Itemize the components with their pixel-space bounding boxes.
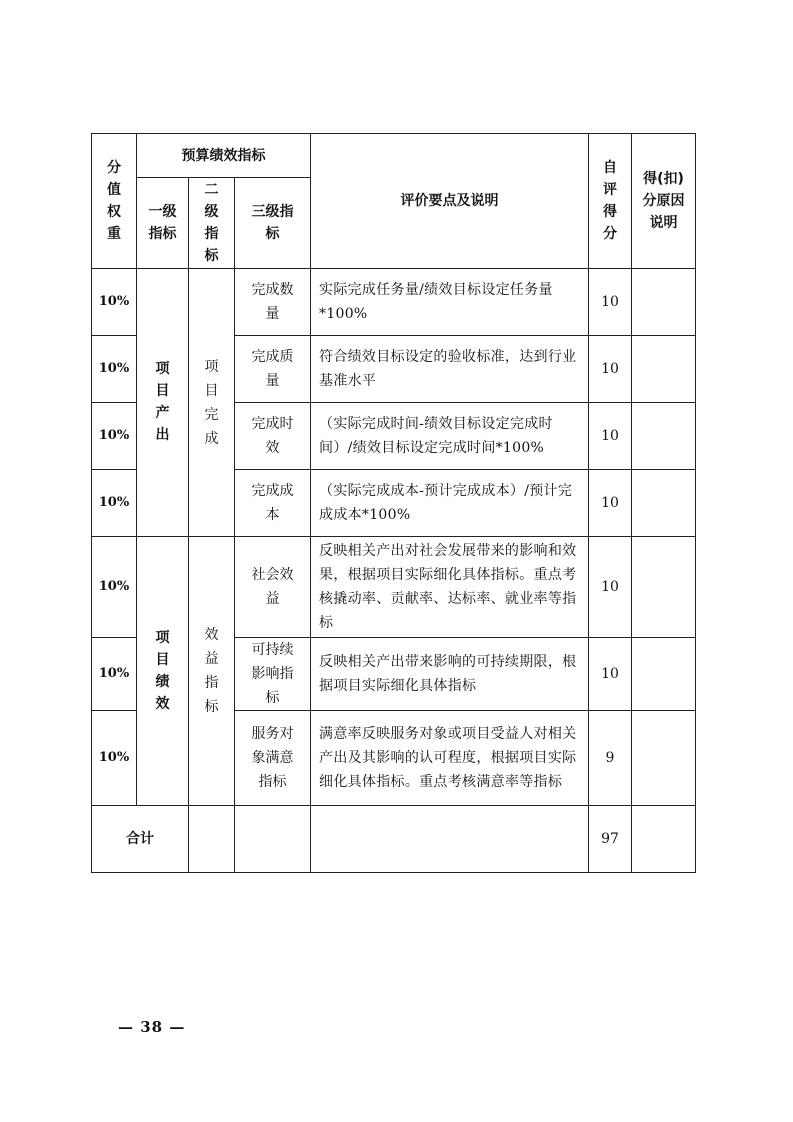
reason-cell xyxy=(632,470,696,537)
level3-cell: 完成时效 xyxy=(235,403,311,470)
total-score: 97 xyxy=(589,806,632,873)
reason-cell xyxy=(632,403,696,470)
description-cell: 满意率反映服务对象或项目受益人对相关产出及其影响的认可程度，根据项目实际细化具体指标。重点考核满意率等指标 xyxy=(311,711,589,806)
description-cell: 反映相关产出带来影响的可持续期限，根据项目实际细化具体指标 xyxy=(311,638,589,711)
total-row xyxy=(92,806,696,873)
reason-cell xyxy=(632,537,696,638)
description-cell: 实际完成任务量/绩效目标设定任务量*100% xyxy=(311,269,589,336)
header-level3: 三级指标 xyxy=(235,178,311,269)
weight-cell: 10% xyxy=(92,711,137,806)
weight-cell: 10% xyxy=(92,537,137,638)
weight-cell: 10% xyxy=(92,336,137,403)
reason-cell xyxy=(632,711,696,806)
header-self-score: 自评得分 xyxy=(589,134,632,269)
weight-cell: 10% xyxy=(92,638,137,711)
header-level2: 二级指标 xyxy=(189,178,235,269)
page-number: — 38 — xyxy=(118,1018,186,1036)
level3-cell: 服务对象满意指标 xyxy=(235,711,311,806)
reason-cell xyxy=(632,269,696,336)
weight-cell: 10% xyxy=(92,470,137,537)
level3-cell: 完成数量 xyxy=(235,269,311,336)
score-cell: 9 xyxy=(589,711,632,806)
score-cell: 10 xyxy=(589,403,632,470)
description-cell: （实际完成成本-预计完成成本）/预计完成成本*100% xyxy=(311,470,589,537)
header-description: 评价要点及说明 xyxy=(311,134,589,269)
score-cell: 10 xyxy=(589,537,632,638)
reason-cell xyxy=(632,336,696,403)
header-reason: 得(扣)分原因说明 xyxy=(632,134,696,269)
level1-cell-performance: 项目绩效 xyxy=(137,537,189,806)
level3-cell: 可持续影响指标 xyxy=(235,638,311,711)
header-weight: 分值权重 xyxy=(92,134,137,269)
table-row xyxy=(92,537,696,638)
description-cell: 符合绩效目标设定的验收标准，达到行业基准水平 xyxy=(311,336,589,403)
header-level1: 一级指标 xyxy=(137,178,189,269)
level3-cell: 完成成本 xyxy=(235,470,311,537)
header-indicator-group: 预算绩效指标 xyxy=(137,134,311,178)
reason-cell xyxy=(632,638,696,711)
empty-cell xyxy=(632,806,696,873)
score-cell: 10 xyxy=(589,336,632,403)
empty-cell xyxy=(189,806,235,873)
empty-cell xyxy=(235,806,311,873)
weight-cell: 10% xyxy=(92,269,137,336)
level2-cell-completion: 项目完成 xyxy=(189,269,235,537)
performance-table xyxy=(91,133,696,873)
description-cell: （实际完成时间-绩效目标设定完成时间）/绩效目标设定完成时间*100% xyxy=(311,403,589,470)
description-cell: 反映相关产出对社会发展带来的影响和效果，根据项目实际细化具体指标。重点考核撬动率、贡献率、达标率、就业率等指标 xyxy=(311,537,589,638)
score-cell: 10 xyxy=(589,638,632,711)
score-cell: 10 xyxy=(589,470,632,537)
score-cell: 10 xyxy=(589,269,632,336)
empty-cell xyxy=(311,806,589,873)
level2-cell-benefit: 效益指标 xyxy=(189,537,235,806)
level3-cell: 社会效益 xyxy=(235,537,311,638)
table-row xyxy=(92,269,696,336)
total-label: 合计 xyxy=(92,806,189,873)
weight-cell: 10% xyxy=(92,403,137,470)
level1-cell-output: 项目产出 xyxy=(137,269,189,537)
level3-cell: 完成质量 xyxy=(235,336,311,403)
